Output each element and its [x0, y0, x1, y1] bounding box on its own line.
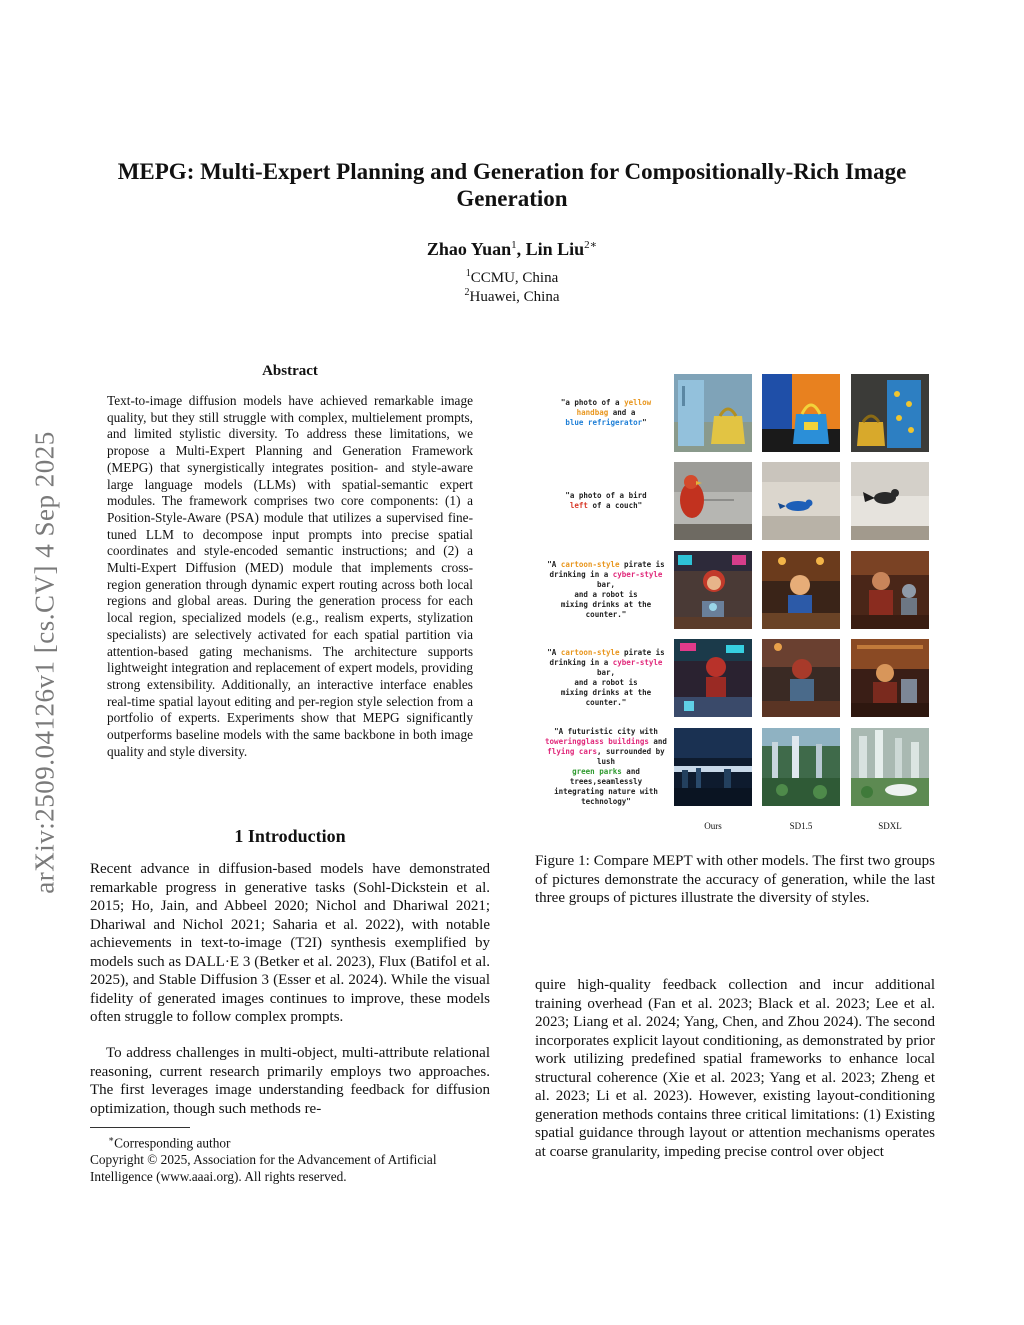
affiliation-mark: 2	[464, 287, 470, 298]
prompt-highlight: blue refrigerator	[565, 418, 643, 427]
prompt-highlight: green parks	[572, 767, 622, 776]
prompt-segment: mixing drinks at the counter."	[560, 688, 652, 707]
figure-prompt-text	[540, 648, 672, 708]
figure-prompt	[540, 639, 672, 717]
figure-prompt-text	[565, 491, 646, 511]
prompt-highlight: yellow	[624, 398, 652, 407]
prompt-segment: and a robot is	[574, 678, 638, 687]
footnote-copyright: Copyright © 2025, Association for the Advancement of Artificial Intelligence (www.aaai.org). All rights reserved.	[90, 1152, 437, 1185]
column-label-sdxl: SDXL	[878, 821, 902, 831]
column-label-sd15: SD1.5	[789, 821, 813, 831]
generated-image-sdxl	[851, 374, 929, 452]
introduction-paragraph-continued: quire high-quality feedback collection and incur additional training overhead (Fan et al. 2023; Black et al. 2023; Lee et al. 2023; Liang et al. 2024; Yang, Chen, and Zhou 2024). The second incorporates explicit layout conditioning, as demonstrated by prior work utilizing predefined spatial frameworks to enhance local structural coherence (Xie et al. 2023; Yang et al. 2023; Zheng et al. 2023; Li et al. 2023). However, existing layout-conditioning generation methods contains three critical limitations: (1) Existing spatial guidance through layout or attention mechanisms operates at coarse granularity, impeding precise control over object	[535, 977, 935, 1160]
footnote	[90, 1131, 490, 1186]
prompt-segment: "a photo of a bird	[565, 491, 647, 500]
arxiv-identifier: arXiv:2509.04126v1 [cs.CV] 4 Sep 2025	[29, 431, 60, 894]
author-name: Lin Liu	[525, 239, 585, 259]
prompt-segment: and	[648, 737, 667, 746]
prompt-segment: drinking in a	[549, 570, 613, 579]
figure-prompt	[540, 551, 672, 629]
figure-row-pirate-bar-1	[540, 551, 935, 629]
generated-image-sd15	[762, 551, 840, 629]
generated-image-sdxl	[851, 639, 929, 717]
prompt-segment: "	[642, 418, 647, 427]
footnote-rule	[90, 1127, 190, 1128]
figure-row-futuristic-city	[540, 728, 935, 806]
prompt-segment: "a photo of a	[560, 398, 625, 407]
figure-caption: Figure 1: Compare MEPT with other models. The first two groups of pictures demonstrate the accuracy of generation, while the last three groups of pictures illustrate the diversity of styles.	[535, 853, 935, 906]
author-list	[90, 238, 934, 260]
generated-image-ours	[674, 728, 752, 806]
generated-image-sdxl	[851, 551, 929, 629]
prompt-segment: pirate is	[619, 648, 665, 657]
footnote-marker: ∗	[108, 1134, 115, 1144]
generated-image-sd15	[762, 639, 840, 717]
prompt-highlight: handbag	[576, 408, 609, 417]
prompt-segment: "A futuristic city with	[554, 727, 658, 736]
generated-image-ours	[674, 551, 752, 629]
prompt-highlight: cartoon-style	[560, 560, 620, 569]
figure-prompt	[540, 374, 672, 452]
author-affiliation-mark: 1	[511, 239, 517, 251]
generated-image-ours	[674, 462, 752, 540]
figure-row-handbag-fridge	[540, 374, 935, 452]
author-name: Zhao Yuan	[426, 239, 512, 259]
figure-prompt-text	[540, 727, 672, 807]
affiliation-name: CCMU, China	[470, 270, 559, 286]
author-affiliation-mark: 2∗	[584, 239, 598, 251]
prompt-segment: "A	[547, 560, 561, 569]
prompt-highlight: cyber-style	[612, 658, 663, 667]
abstract-text: Text-to-image diffusion models have achieved remarkable image quality, but they still struggle with complex, multielement prompts, and limited stylistic diversity. To address these limitations, we propose a Multi-Expert Planning and Generation Framework (MEPG) that synergistically integrates position- and style-aware large language models (LLMs) with spatial-semantic expert modules. The framework comprises two core components: (1) a Position-Style-Aware (PSA) module that utilizes a supervised fine-tuned LLM to decompose input prompts into precise spatial coordinates and style-encoded semantic instructions; and (2) a Multi-Expert Diffusion (MED) module that implements cross-region generation through dynamic expert routing across both local regions and global areas. During the generation process for each local region, specialized models (e.g., realism experts, stylization specialists) are selectively activated for each spatial partition via attention-based gating mechanisms. The architecture supports lightweight integration and replacement of expert models, providing strong extensibility. Additionally, an interactive interface enables real-time spatial layout editing and per-region style selection from a portfolio of experts. Experiments show that MEPG significantly outperforms baseline models with the same backbone in both image quality and style diversity.	[107, 393, 473, 759]
affiliation-name: Huawei, China	[469, 289, 560, 305]
affiliation	[90, 268, 934, 287]
prompt-segment: and trees,seamlessly	[569, 767, 643, 786]
prompt-segment: drinking in a	[549, 658, 613, 667]
prompt-segment: of a couch"	[587, 501, 643, 510]
prompt-highlight: cartoon-style	[560, 648, 620, 657]
column-label-ours: Ours	[704, 821, 722, 831]
affiliation-mark: 1	[465, 268, 471, 279]
prompt-highlight: flying cars	[547, 747, 597, 756]
prompt-segment: pirate is	[619, 560, 665, 569]
figure-prompt-text	[540, 560, 672, 620]
generated-image-sdxl	[851, 728, 929, 806]
introduction-paragraph: To address challenges in multi-object, multi-attribute relational reasoning, current research primarily employs two approaches. The first leverages image understanding feedback for diffusion optimization, though such methods re-	[90, 1045, 490, 1117]
figure-prompt-text	[561, 398, 651, 428]
prompt-segment: and a	[608, 408, 636, 417]
author-separator: ,	[516, 239, 526, 259]
generated-image-sd15	[762, 462, 840, 540]
prompt-highlight: cyber-style	[612, 570, 663, 579]
generated-image-sdxl	[851, 462, 929, 540]
footnote-corresponding-text: Corresponding author	[114, 1135, 231, 1151]
paper-title: MEPG: Multi-Expert Planning and Generation for Compositionally-Rich Image Generation	[117, 159, 907, 211]
generated-image-sd15	[762, 728, 840, 806]
arxiv-stamp	[20, 380, 70, 945]
prompt-segment: bar,	[596, 668, 616, 677]
prompt-segment: , surrounded by lush	[596, 747, 665, 766]
prompt-highlight: toweringglass buildings	[545, 737, 649, 746]
generated-image-sd15	[762, 374, 840, 452]
prompt-segment: and a robot is	[574, 590, 638, 599]
prompt-segment: "A	[547, 648, 561, 657]
introduction-paragraph: Recent advance in diffusion-based models have demonstrated remarkable progress in generative tasks (Sohl-Dickstein et al. 2015; Ho, Jain, and Abbeel 2020; Nichol and Dhariwal 2021; Dhariwal and Nichol 2021; Saharia et al. 2022), with notable achievements in text-to-image (T2I) synthesis exemplified by models such as DALL·E 3 (Betker et al. 2023), Flux (Batifol et al. 2025), and Stable Diffusion 3 (Esser et al. 2024). While the visual fidelity of generated images continues to improve, these models often struggle to follow complex prompts.	[90, 861, 490, 1025]
prompt-segment: mixing drinks at the counter."	[560, 600, 652, 619]
footnote-corresponding	[90, 1131, 490, 1152]
prompt-segment: integrating nature with technology"	[554, 787, 658, 806]
section-heading-introduction: 1 Introduction	[234, 826, 346, 846]
figure-1	[540, 370, 935, 835]
figure-row-bird-couch	[540, 462, 935, 540]
figure-prompt	[540, 728, 672, 806]
affiliation	[90, 287, 934, 306]
generated-image-ours	[674, 639, 752, 717]
prompt-segment: bar,	[596, 580, 616, 589]
prompt-highlight: left	[569, 501, 588, 510]
generated-image-ours	[674, 374, 752, 452]
figure-prompt	[540, 462, 672, 540]
figure-row-pirate-bar-2	[540, 639, 935, 717]
abstract-heading: Abstract	[262, 363, 318, 379]
